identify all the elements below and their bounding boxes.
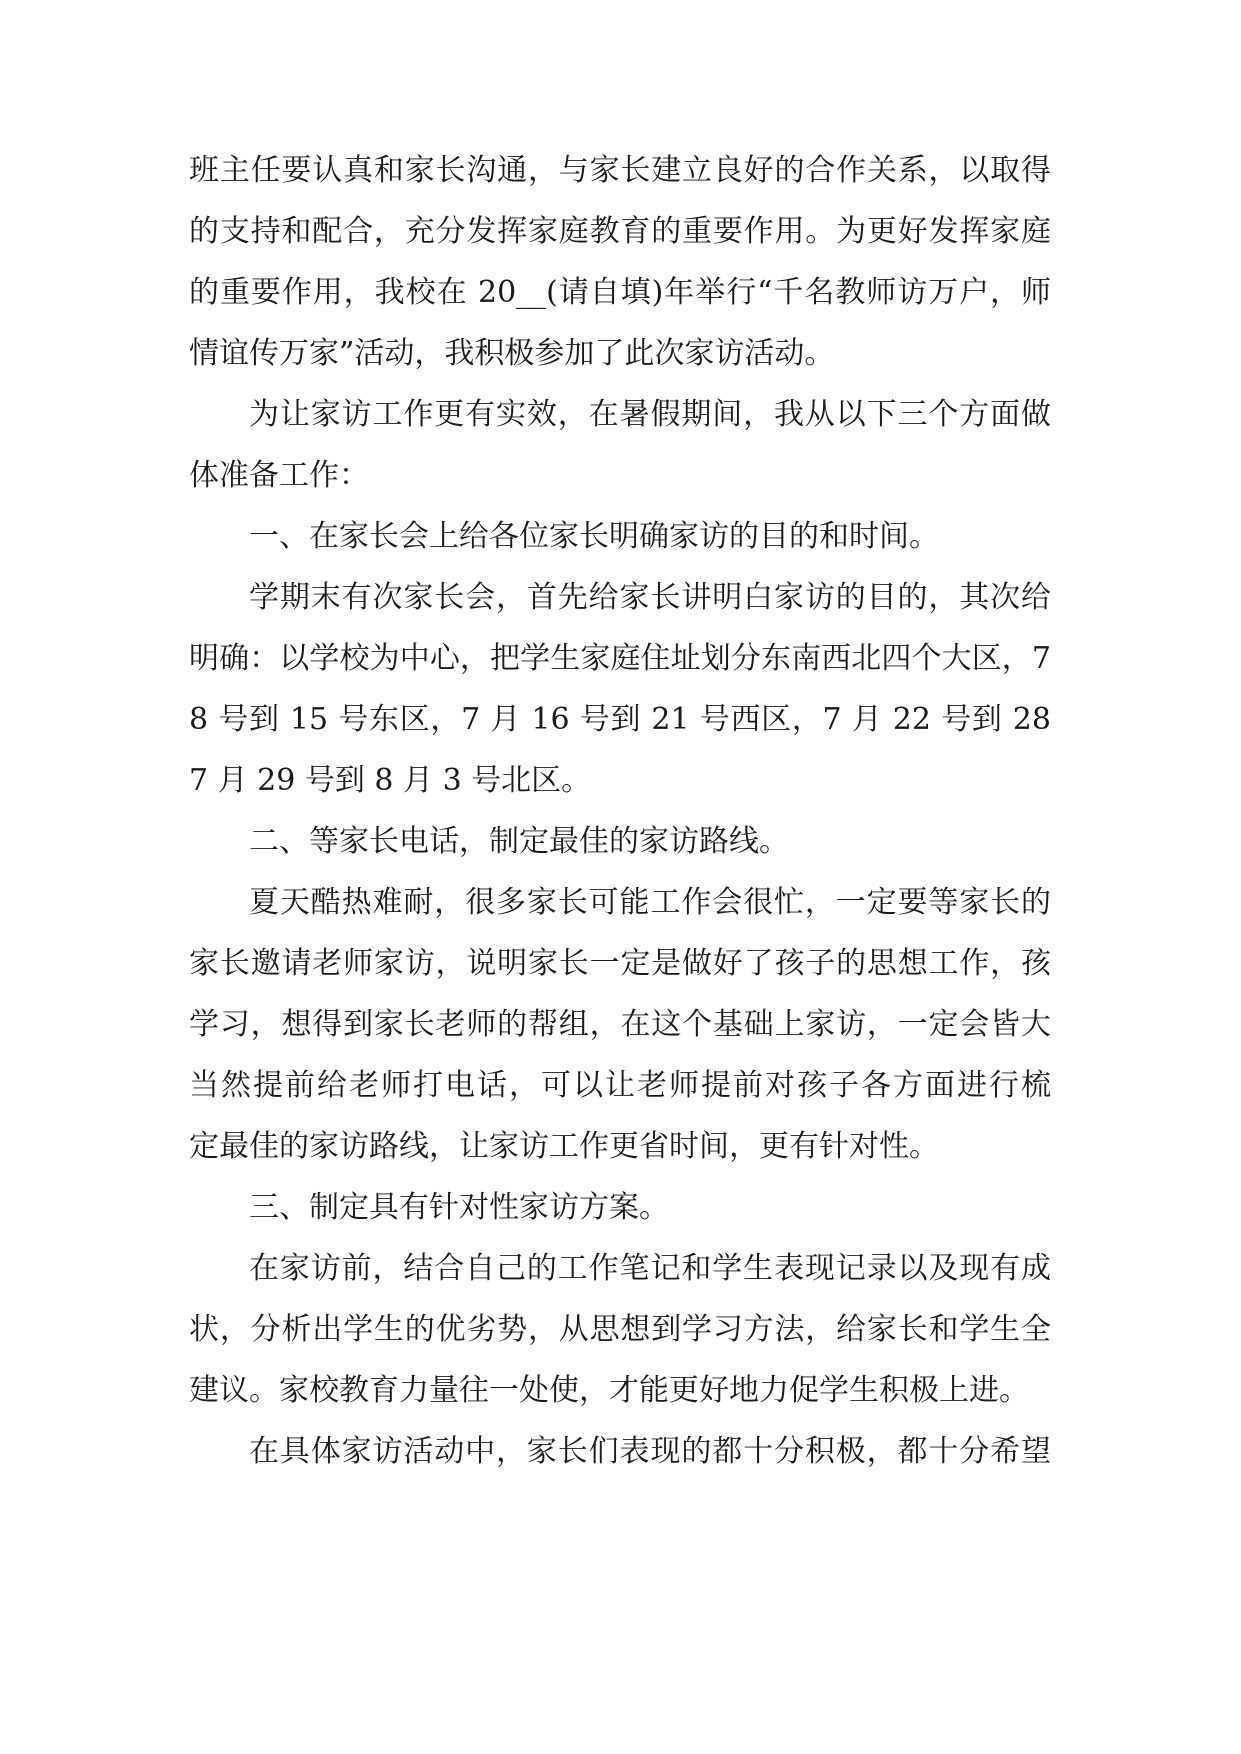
text-line-8: 学期末有次家长会，首先给家长讲明白家访的目的，其次给	[249, 580, 1051, 615]
text-line-17: 定最佳的家访路线，让家访工作更省时间，更有针对性。	[189, 1129, 939, 1164]
text-line-11: 7 月 29 号到 8 月 3 号北区。	[189, 763, 592, 798]
section-heading-3: 三、制定具有针对性家访方案。	[249, 1190, 669, 1225]
text-line-2: 的支持和配合，充分发挥家庭教育的重要作用。为更好发挥家庭	[189, 214, 1051, 249]
text-line-9: 明确：以学校为中心，把学生家庭住址划分东南西北四个大区，7	[189, 641, 1051, 676]
text-line-1: 班主任要认真和家长沟通，与家长建立良好的合作关系，以取得	[189, 153, 1051, 188]
section-heading-1: 一、在家长会上给各位家长明确家访的目的和时间。	[249, 519, 939, 554]
text-line-13: 夏天酷热难耐，很多家长可能工作会很忙，一定要等家长的	[249, 885, 1051, 920]
text-line-6: 体准备工作：	[189, 458, 369, 493]
text-line-5: 为让家访工作更有实效，在暑假期间，我从以下三个方面做	[249, 397, 1051, 432]
text-line-14: 家长邀请老师家访，说明家长一定是做好了孩子的思想工作，孩	[189, 946, 1051, 981]
text-line-16: 当然提前给老师打电话，可以让老师提前对孩子各方面进行梳	[189, 1068, 1051, 1103]
text-line-3: 的重要作用，我校在 20__(请自填)年举行“千名教师访万户，师	[189, 275, 1051, 310]
text-line-15: 学习，想得到家长老师的帮组，在这个基础上家访，一定会皆大	[189, 1007, 1051, 1042]
document-body	[189, 140, 1051, 1482]
text-line-22: 在具体家访活动中，家长们表现的都十分积极，都十分希望	[249, 1434, 1051, 1469]
section-heading-2: 二、等家长电话，制定最佳的家访路线。	[249, 824, 789, 859]
text-line-19: 在家访前，结合自己的工作笔记和学生表现记录以及现有成	[249, 1251, 1051, 1286]
text-line-10: 8 号到 15 号东区，7 月 16 号到 21 号西区，7 月 22 号到 28	[189, 702, 1051, 737]
text-line-20: 状，分析出学生的优劣势，从思想到学习方法，给家长和学生全	[189, 1312, 1051, 1347]
text-line-4: 情谊传万家”活动，我积极参加了此次家访活动。	[189, 336, 835, 371]
text-line-21: 建议。家校教育力量往一处使，才能更好地力促学生积极上进。	[189, 1373, 1029, 1408]
